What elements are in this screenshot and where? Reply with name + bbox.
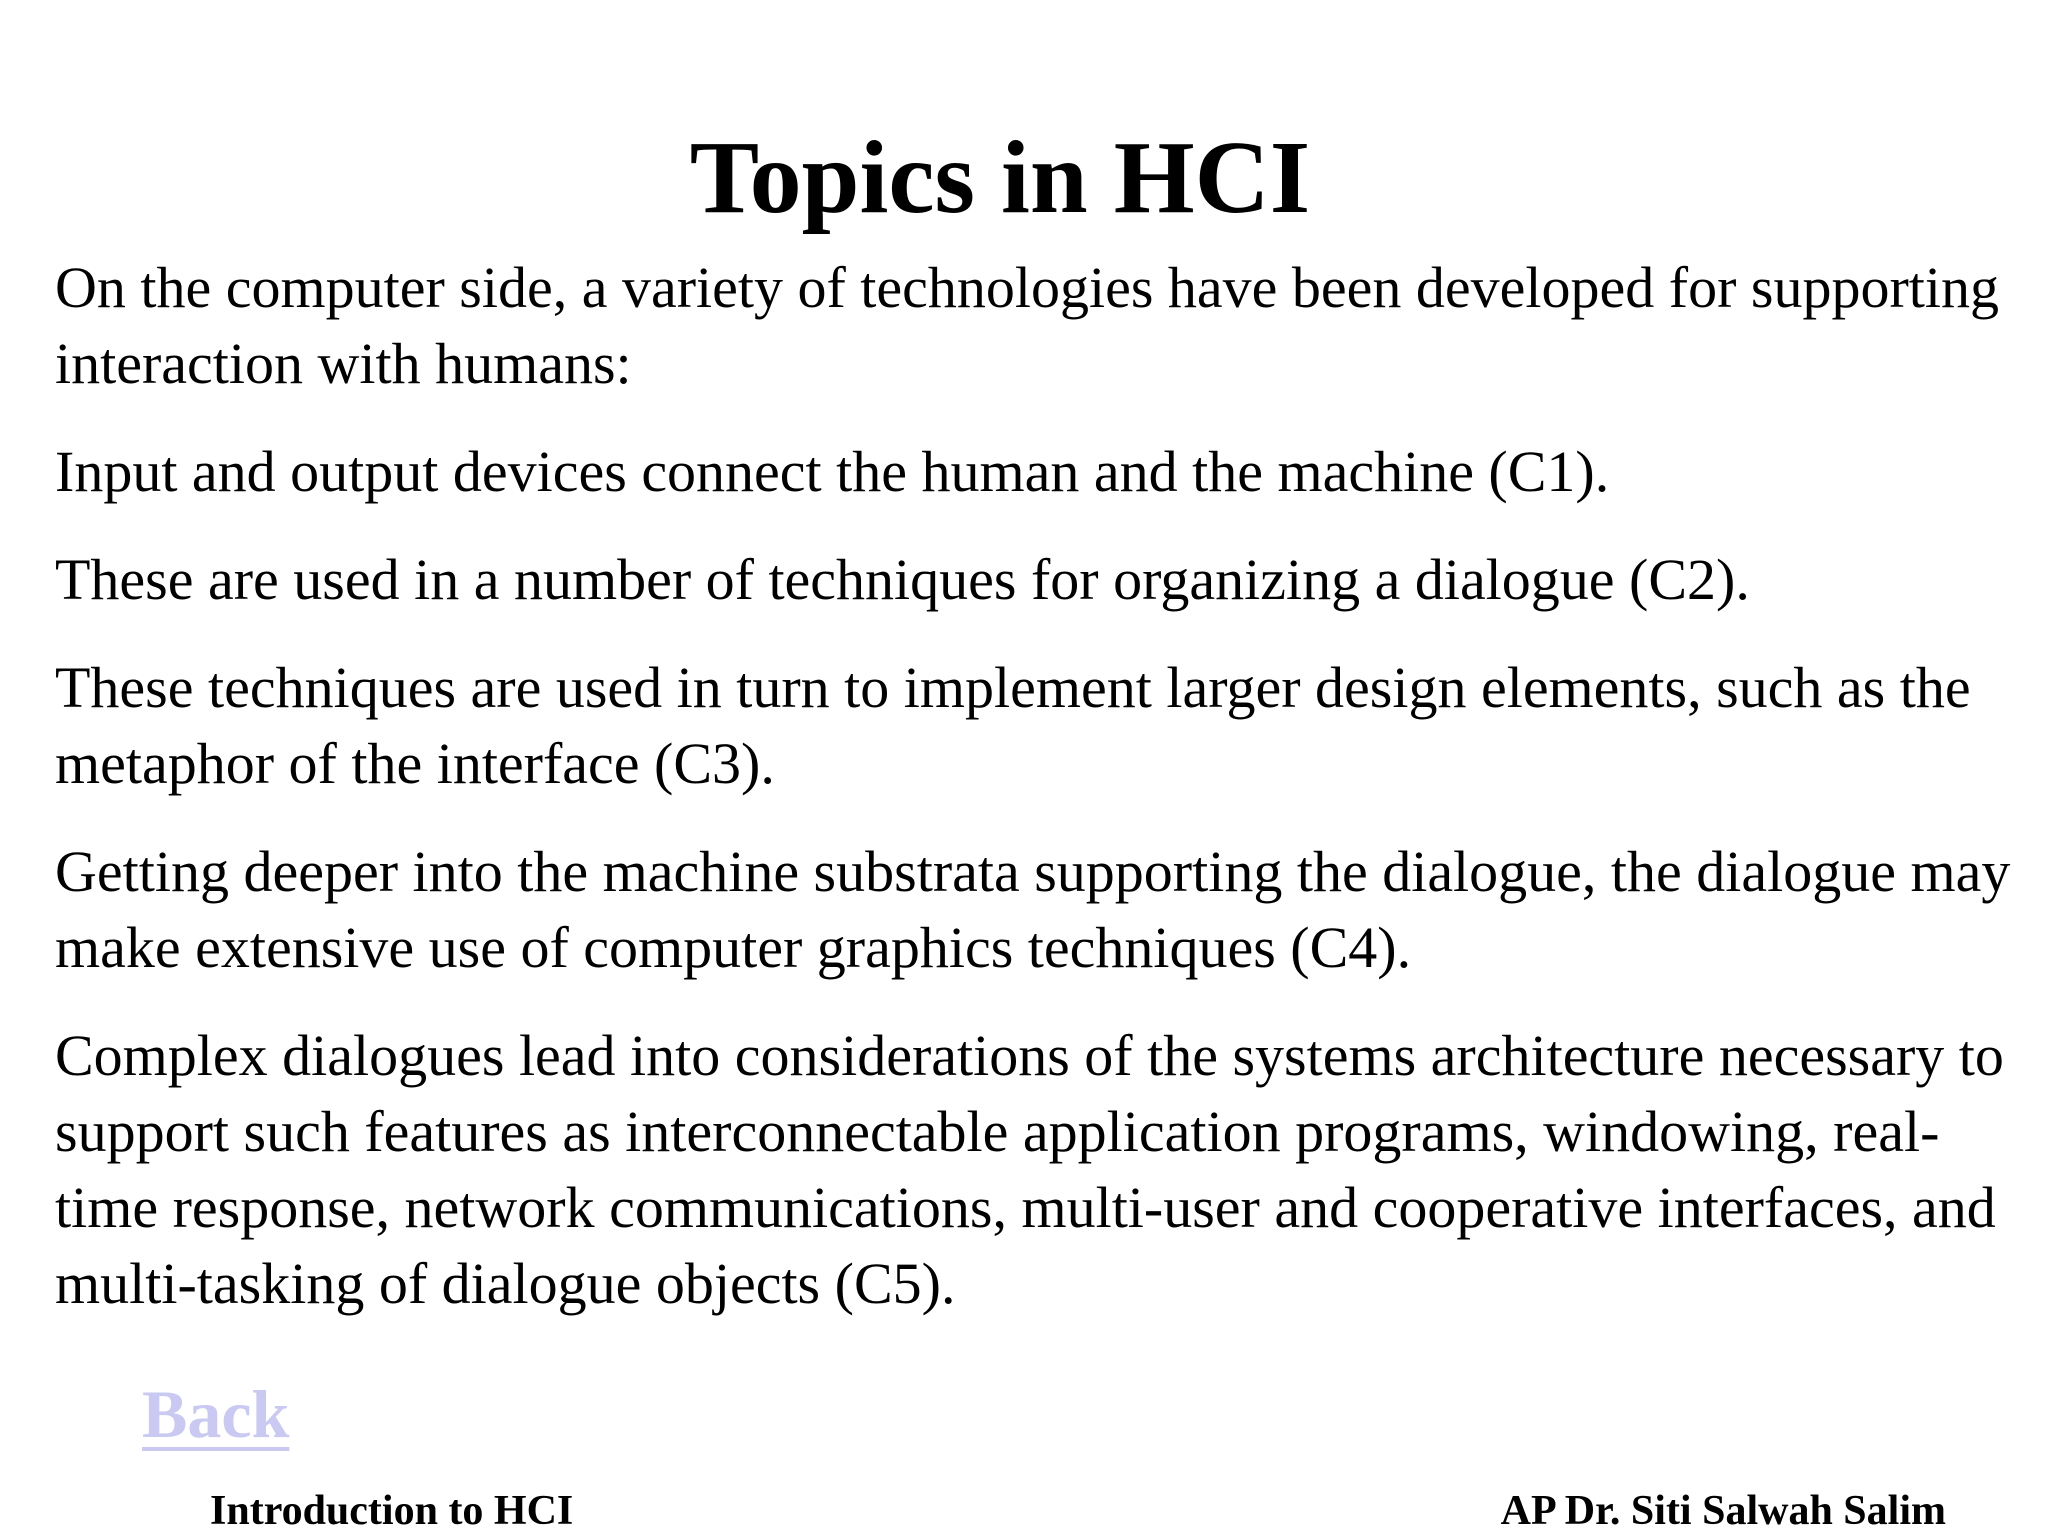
slide-body [55,250,2015,1354]
footer-course-title: Introduction to HCI [210,1488,574,1534]
paragraph-c1: Input and output devices connect the human and the machine (C1). [55,439,1610,504]
paragraph-c4: Getting deeper into the machine substrata supporting the dialogue, the dialogue may make extensive use of computer graphics techniques (C4). [55,839,2011,980]
paragraph-c2: These are used in a number of techniques for organizing a dialogue (C2). [55,547,1750,612]
slide-title: Topics in HCI [689,120,1311,235]
paragraph-c5: Complex dialogues lead into considerations of the systems architecture necessary to support such features as interconnectable application programs, windowing, real-time response, network communications, multi-user and cooperative interfaces, and multi-tasking of dialogue objects (C5). [55,1023,2004,1316]
paragraph-c3: These techniques are used in turn to implement larger design elements, such as the metaphor of the interface (C3). [55,655,1971,796]
paragraph-intro: On the computer side, a variety of technologies have been developed for supporting interaction with humans: [55,255,1999,396]
footer-author: AP Dr. Siti Salwah Salim [1500,1488,1946,1534]
back-link[interactable]: Back [142,1376,290,1452]
